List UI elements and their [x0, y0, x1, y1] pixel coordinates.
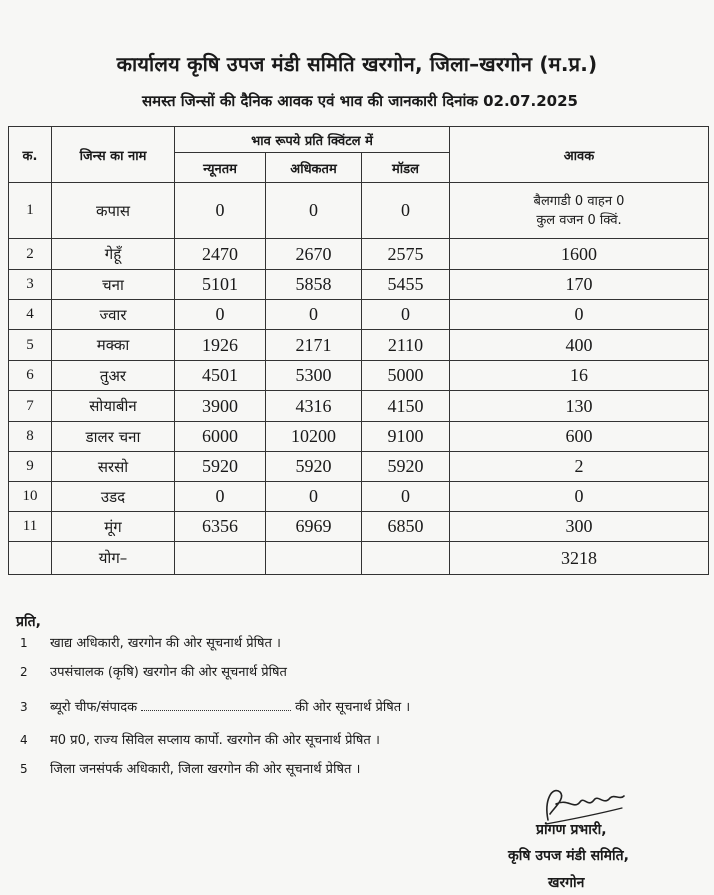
- header-modal: मॉडल: [362, 153, 450, 183]
- header-commodity: जिन्स का नाम: [52, 127, 175, 183]
- office-title: कार्यालय कृषि उपज मंडी समिति खरगोन, जिला–खरगोन (म.प्र.): [116, 52, 598, 76]
- row-commodity: चना: [52, 270, 175, 300]
- header-arrival: आवक: [450, 127, 709, 183]
- total-arrival: 3218: [450, 542, 709, 575]
- table-row: [9, 270, 709, 300]
- row-commodity: मक्का: [52, 330, 175, 361]
- row-min: 6000: [175, 422, 266, 452]
- list-item-number: 5: [20, 762, 28, 776]
- row-max: 0: [266, 183, 362, 239]
- row-arrival: 600: [450, 422, 709, 452]
- row-commodity: सोयाबीन: [52, 391, 175, 422]
- distribution-heading: प्रति,: [16, 614, 41, 630]
- row-min: 1926: [175, 330, 266, 361]
- row-max: 5920: [266, 452, 362, 482]
- header-min: न्यूनतम: [175, 153, 266, 183]
- row-max: 2171: [266, 330, 362, 361]
- row-max: 5300: [266, 361, 362, 391]
- list-item-text: ब्यूरो चीफ/संपादक: [50, 700, 138, 715]
- row-serial: 5: [9, 330, 52, 361]
- row-serial: 10: [9, 482, 52, 512]
- row-serial: 6: [9, 361, 52, 391]
- row-arrival: 2: [450, 452, 709, 482]
- row-modal: 5455: [362, 270, 450, 300]
- row-max: 6969: [266, 512, 362, 542]
- row-serial: 9: [9, 452, 52, 482]
- row-commodity: उडद: [52, 482, 175, 512]
- row-arrival: [450, 183, 709, 239]
- list-item-number: 1: [20, 636, 28, 650]
- row-min: 5101: [175, 270, 266, 300]
- row-arrival: 300: [450, 512, 709, 542]
- signatory-location: खरगोन: [548, 875, 585, 891]
- row-serial: 8: [9, 422, 52, 452]
- row-min: 4501: [175, 361, 266, 391]
- row-modal: 0: [362, 482, 450, 512]
- row-modal: 5920: [362, 452, 450, 482]
- row-commodity: मूंग: [52, 512, 175, 542]
- signatory-office: कृषि उपज मंडी समिति,: [508, 848, 629, 864]
- list-item-number: 3: [20, 700, 28, 714]
- row-arrival: 130: [450, 391, 709, 422]
- table-row: [9, 391, 709, 422]
- header-max: अधिकतम: [266, 153, 362, 183]
- row-modal: 2575: [362, 239, 450, 270]
- row-max: 10200: [266, 422, 362, 452]
- row-min: 0: [175, 300, 266, 330]
- row-commodity: तुअर: [52, 361, 175, 391]
- row-min: 2470: [175, 239, 266, 270]
- row-arrival: 170: [450, 270, 709, 300]
- arrival-vehicles: बैलगाडी 0 वाहन 0: [533, 193, 625, 209]
- table-row: [9, 183, 709, 239]
- blank-line: [141, 700, 291, 711]
- list-item: [20, 633, 281, 651]
- row-modal: 4150: [362, 391, 450, 422]
- row-max: 5858: [266, 270, 362, 300]
- table-row: [9, 239, 709, 270]
- table-row: [9, 361, 709, 391]
- row-max: 4316: [266, 391, 362, 422]
- row-min: 0: [175, 482, 266, 512]
- header-price-group: भाव रूपये प्रति क्विंटल में: [175, 127, 450, 153]
- arrival-weight: कुल वजन 0 क्विं.: [536, 212, 622, 228]
- header-serial: क.: [9, 127, 52, 183]
- list-item-text-after: की ओर सूचनार्थ प्रेषित ।: [295, 700, 411, 715]
- row-commodity: गेहूँ: [52, 239, 175, 270]
- row-min: 6356: [175, 512, 266, 542]
- row-arrival: 0: [450, 300, 709, 330]
- row-serial: 11: [9, 512, 52, 542]
- list-item-number: 4: [20, 733, 28, 747]
- row-min: 5920: [175, 452, 266, 482]
- list-item: [20, 697, 410, 715]
- row-serial: 4: [9, 300, 52, 330]
- row-arrival: 16: [450, 361, 709, 391]
- row-commodity: सरसो: [52, 452, 175, 482]
- list-item: [20, 730, 380, 748]
- row-max: 0: [266, 482, 362, 512]
- row-modal: 5000: [362, 361, 450, 391]
- row-modal: 0: [362, 183, 450, 239]
- table-row: [9, 300, 709, 330]
- row-modal: 9100: [362, 422, 450, 452]
- row-min: 3900: [175, 391, 266, 422]
- table-row: [9, 330, 709, 361]
- list-item-number: 2: [20, 665, 28, 679]
- list-item: [20, 759, 360, 777]
- row-modal: 6850: [362, 512, 450, 542]
- table-row: [9, 512, 709, 542]
- row-serial: 1: [9, 183, 52, 239]
- table-row: [9, 482, 709, 512]
- row-modal: 0: [362, 300, 450, 330]
- signatory-designation: प्रांगण प्रभारी,: [536, 822, 607, 838]
- row-commodity: डालर चना: [52, 422, 175, 452]
- row-max: 2670: [266, 239, 362, 270]
- row-modal: 2110: [362, 330, 450, 361]
- row-serial: 7: [9, 391, 52, 422]
- list-item: [20, 662, 287, 680]
- table-row: [9, 452, 709, 482]
- list-item-text: जिला जनसंपर्क अधिकारी, जिला खरगोन की ओर सूचनार्थ प्रेषित ।: [50, 762, 361, 777]
- row-arrival: 0: [450, 482, 709, 512]
- row-commodity: कपास: [52, 183, 175, 239]
- row-arrival: 400: [450, 330, 709, 361]
- row-serial: 3: [9, 270, 52, 300]
- row-serial: 2: [9, 239, 52, 270]
- row-commodity: ज्वार: [52, 300, 175, 330]
- row-min: 0: [175, 183, 266, 239]
- list-item-text: म0 प्र0, राज्य सिविल सप्लाय कार्पो. खरगोन की ओर सूचनार्थ प्रेषित ।: [50, 733, 380, 748]
- total-row: [9, 542, 709, 575]
- row-max: 0: [266, 300, 362, 330]
- arrival-price-table: [8, 126, 709, 575]
- total-label: योग–: [52, 542, 175, 575]
- row-arrival: 1600: [450, 239, 709, 270]
- list-item-text: खाद्य अधिकारी, खरगोन की ओर सूचनार्थ प्रेषित ।: [50, 636, 281, 651]
- list-item-text: उपसंचालक (कृषि) खरगोन की ओर सूचनार्थ प्रेषित: [50, 665, 287, 680]
- report-subtitle: समस्त जिन्सों की दैनिक आवक एवं भाव की जानकारी दिनांक 02.07.2025: [142, 92, 578, 110]
- table-row: [9, 422, 709, 452]
